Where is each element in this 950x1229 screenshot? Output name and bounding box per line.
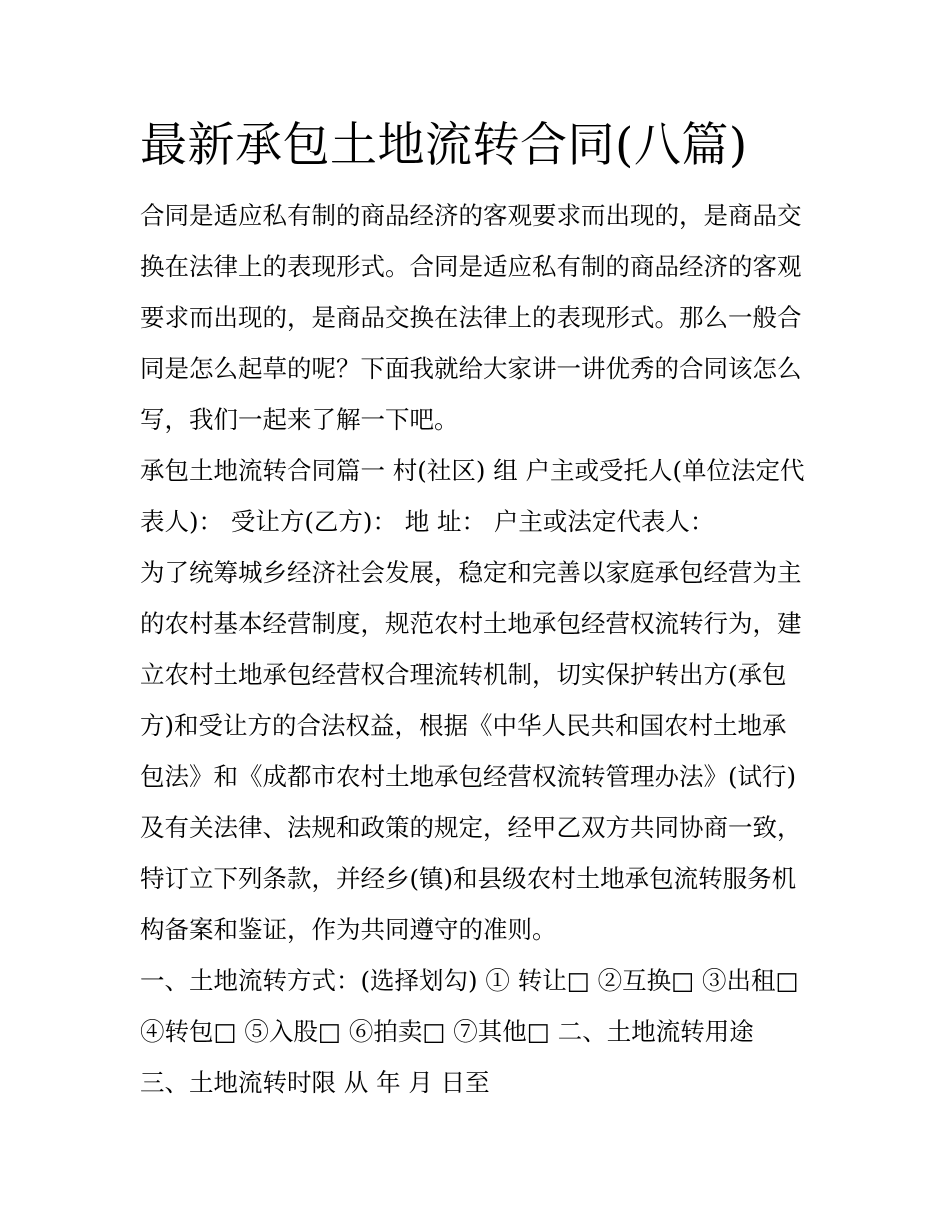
text-line: 表人)： 受让方(乙方)： 地 址： 户主或法定代表人： <box>140 507 715 536</box>
text-line: 特订立下列条款，并经乡(镇)和县级农村土地承包流转服务机 <box>140 864 797 893</box>
text-line: 及有关法律、法规和政策的规定，经甲乙双方共同协商一致， <box>140 813 802 842</box>
text-line: 的农村基本经营制度，规范农村土地承包经营权流转行为，建 <box>140 609 802 638</box>
text-line: 方)和受让方的合法权益，根据《中华人民共和国农村土地承 <box>140 711 787 740</box>
document-page <box>140 110 812 1108</box>
parties-paragraph <box>140 445 812 547</box>
purpose-paragraph <box>140 547 812 955</box>
transfer-method-paragraph <box>140 955 812 1057</box>
text-line: 立农村土地承包经营权合理流转机制，切实保护转出方(承包 <box>140 660 787 689</box>
text-line: 换在法律上的表现形式。合同是适应私有制的商品经济的客观 <box>140 252 802 281</box>
intro-paragraph <box>140 190 812 445</box>
text-line: 同是怎么起草的呢？下面我就给大家讲一讲优秀的合同该怎么 <box>140 354 802 383</box>
text-line: 三、土地流转时限 从 年 月 日至 <box>140 1068 490 1097</box>
text-line: 要求而出现的，是商品交换在法律上的表现形式。那么一般合 <box>140 303 802 332</box>
text-line: ④转包□ ⑤入股□ ⑥拍卖□ ⑦其他□ 二、土地流转用途 <box>140 1017 754 1046</box>
transfer-term-paragraph <box>140 1057 812 1108</box>
text-line: 合同是适应私有制的商品经济的客观要求而出现的，是商品交 <box>140 201 802 230</box>
text-line: 承包土地流转合同篇一 村(社区) 组 户主或受托人(单位法定代 <box>140 456 805 485</box>
text-line: 包法》和《成都市农村土地承包经营权流转管理办法》(试行) <box>140 762 797 791</box>
text-line: 一、土地流转方式：(选择划勾) ① 转让□ ②互换□ ③出租□ <box>140 966 799 995</box>
text-line: 构备案和鉴证，作为共同遵守的准则。 <box>140 915 557 944</box>
document-title: 最新承包土地流转合同(八篇) <box>140 118 748 173</box>
text-line: 为了统筹城乡经济社会发展，稳定和完善以家庭承包经营为主 <box>140 558 802 587</box>
text-line: 写，我们一起来了解一下吧。 <box>140 405 459 434</box>
